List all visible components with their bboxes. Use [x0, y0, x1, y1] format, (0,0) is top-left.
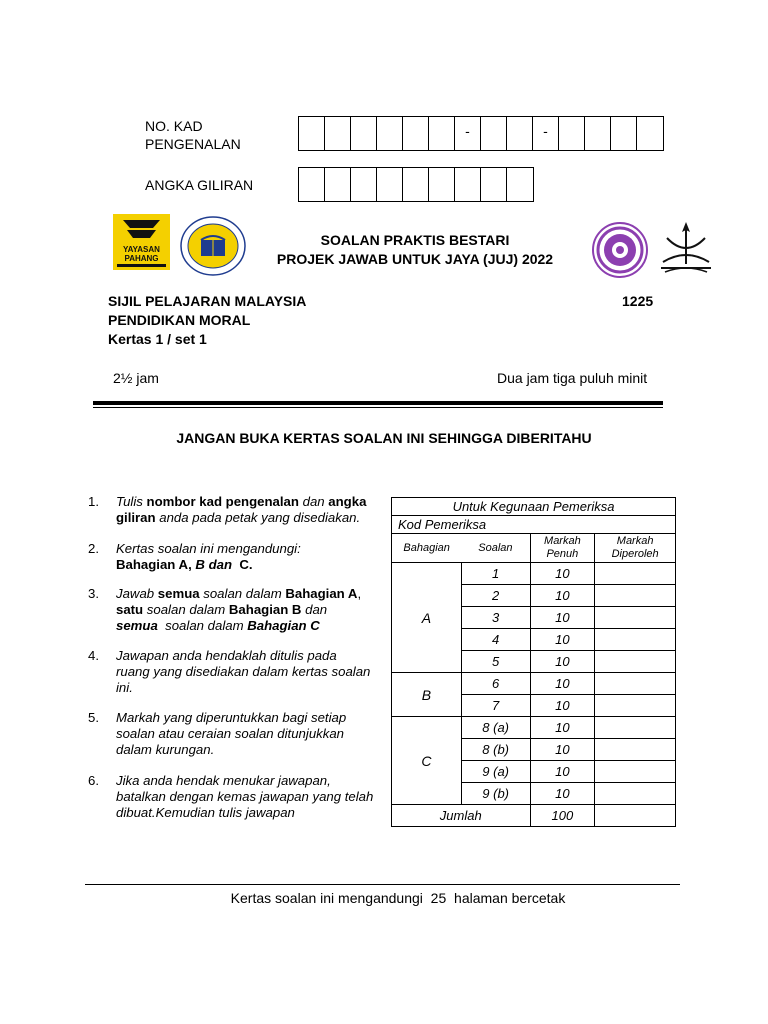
marks-obtained-cell[interactable] [595, 761, 676, 783]
exam-subject: PENDIDIKAN MORAL [108, 312, 251, 328]
header-divider [93, 401, 663, 405]
question-number: 5 [461, 651, 530, 673]
ic-box[interactable] [403, 117, 429, 150]
full-marks: 10 [530, 761, 595, 783]
exam-name: SIJIL PELAJARAN MALAYSIA [108, 293, 307, 309]
ic-box[interactable] [429, 117, 455, 150]
yayasan-pahang-logo [113, 214, 170, 270]
full-marks: 10 [530, 563, 595, 585]
ic-box[interactable] [351, 117, 377, 150]
instruction-5 [88, 710, 388, 760]
total-label: Jumlah [392, 805, 531, 827]
instruction-3 [88, 586, 388, 636]
full-marks: 10 [530, 585, 595, 607]
instruction-number: 6. [88, 773, 99, 788]
marks-obtained-cell[interactable] [595, 673, 676, 695]
header-markah-penuh: Markah Penuh [530, 534, 595, 563]
total-row [392, 805, 676, 827]
section-label: B [392, 673, 462, 717]
giliran-box[interactable] [481, 168, 507, 201]
ic-box[interactable] [637, 117, 663, 150]
giliran-box[interactable] [403, 168, 429, 201]
title-line-2: PROJEK JAWAB UNTUK JAYA (JUJ) 2022 [276, 251, 554, 267]
header-soalan: Soalan [461, 534, 530, 563]
ic-label: NO. KAD PENGENALAN [145, 118, 241, 152]
ic-box[interactable] [299, 117, 325, 150]
marks-obtained-cell[interactable] [595, 607, 676, 629]
instruction-number: 5. [88, 710, 99, 725]
instruction-4 [88, 648, 388, 698]
full-marks: 10 [530, 695, 595, 717]
header-bahagian: Bahagian [392, 534, 462, 563]
instruction-text: Jawapan anda hendaklah ditulis pada ruang yang disediakan dalam kertas soalan ini. [116, 648, 371, 695]
section-label: A [392, 563, 462, 673]
instruction-2 [88, 541, 388, 581]
instruction-text: Kertas soalan ini mengandungi: Bahagian A, B dan C. [116, 541, 301, 572]
giliran-box[interactable] [351, 168, 377, 201]
instruction-1 [88, 494, 388, 534]
giliran-box[interactable] [325, 168, 351, 201]
duration-long: Dua jam tiga puluh minit [497, 370, 648, 386]
giliran-box[interactable] [429, 168, 455, 201]
table-row [392, 717, 676, 739]
pahang-crest-logo [655, 218, 717, 278]
giliran-boxes[interactable] [298, 167, 534, 202]
giliran-label: ANGKA GILIRAN [145, 177, 254, 193]
marks-obtained-cell[interactable] [595, 629, 676, 651]
question-number: 4 [461, 629, 530, 651]
table-title: Untuk Kegunaan Pemeriksa [392, 498, 676, 516]
marks-obtained-cell[interactable] [595, 563, 676, 585]
full-marks: 10 [530, 629, 595, 651]
question-number: 8 (b) [461, 739, 530, 761]
giliran-box[interactable] [507, 168, 533, 201]
total-obtained-cell[interactable] [595, 805, 676, 827]
question-number: 6 [461, 673, 530, 695]
total-value: 100 [530, 805, 595, 827]
ic-box[interactable] [325, 117, 351, 150]
exam-paper: Kertas 1 / set 1 [108, 331, 207, 347]
warning-text: JANGAN BUKA KERTAS SOALAN INI SEHINGGA DIBERITAHU [176, 430, 592, 446]
full-marks: 10 [530, 673, 595, 695]
instruction-number: 4. [88, 648, 99, 663]
marks-obtained-cell[interactable] [595, 585, 676, 607]
question-number: 3 [461, 607, 530, 629]
instruction-6 [88, 773, 388, 823]
svg-text:YAYASAN: YAYASAN [123, 245, 160, 254]
full-marks: 10 [530, 651, 595, 673]
footer-divider [85, 884, 680, 885]
marks-obtained-cell[interactable] [595, 717, 676, 739]
exam-code: 1225 [622, 293, 654, 309]
purple-school-logo [592, 222, 648, 278]
full-marks: 10 [530, 739, 595, 761]
kod-pemeriksa: Kod Pemeriksa [392, 516, 676, 534]
header-markah-diperoleh: Markah Diperoleh [595, 534, 676, 563]
question-number: 1 [461, 563, 530, 585]
question-number: 7 [461, 695, 530, 717]
ic-separator: - [533, 117, 559, 150]
marks-obtained-cell[interactable] [595, 651, 676, 673]
question-number: 9 (b) [461, 783, 530, 805]
giliran-box[interactable] [455, 168, 481, 201]
duration-short: 2½ jam [113, 370, 159, 386]
title-line-1: SOALAN PRAKTIS BESTARI [320, 232, 510, 248]
question-number: 2 [461, 585, 530, 607]
ic-number-boxes[interactable] [298, 116, 664, 151]
header-divider-thin [93, 407, 663, 408]
table-row [392, 673, 676, 695]
instruction-number: 1. [88, 494, 99, 509]
table-row [392, 563, 676, 585]
instruction-text: Markah yang diperuntukkan bagi setiap soalan atau ceraian soalan ditunjukkan dalam kurungan. [116, 710, 347, 757]
ic-box[interactable] [481, 117, 507, 150]
ic-box[interactable] [377, 117, 403, 150]
svg-text:PAHANG: PAHANG [124, 254, 159, 263]
ic-box[interactable] [585, 117, 611, 150]
instruction-text: Tulis nombor kad pengenalan dan angka giliran anda pada petak yang disediakan. [116, 494, 367, 525]
instruction-text: Jawab semua soalan dalam Bahagian A, satu soalan dalam Bahagian B dan semua soalan dalam Bahagian C [116, 586, 362, 633]
question-number: 8 (a) [461, 717, 530, 739]
ministry-education-logo [180, 216, 246, 276]
question-number: 9 (a) [461, 761, 530, 783]
examiner-marks-table [391, 497, 676, 827]
ic-box[interactable] [611, 117, 637, 150]
footer-text: Kertas soalan ini mengandungi 25 halaman bercetak [230, 890, 566, 906]
giliran-box[interactable] [299, 168, 325, 201]
marks-obtained-cell[interactable] [595, 695, 676, 717]
full-marks: 10 [530, 783, 595, 805]
instruction-number: 3. [88, 586, 99, 601]
marks-obtained-cell[interactable] [595, 739, 676, 761]
section-label: C [392, 717, 462, 805]
giliran-box[interactable] [377, 168, 403, 201]
instruction-text: Jika anda hendak menukar jawapan, batalkan dengan kemas jawapan yang telah dibuat.Kemudian tulis jawapan [116, 773, 374, 820]
ic-box[interactable] [559, 117, 585, 150]
full-marks: 10 [530, 607, 595, 629]
ic-separator: - [455, 117, 481, 150]
marks-obtained-cell[interactable] [595, 783, 676, 805]
ic-box[interactable] [507, 117, 533, 150]
instruction-number: 2. [88, 541, 99, 556]
full-marks: 10 [530, 717, 595, 739]
